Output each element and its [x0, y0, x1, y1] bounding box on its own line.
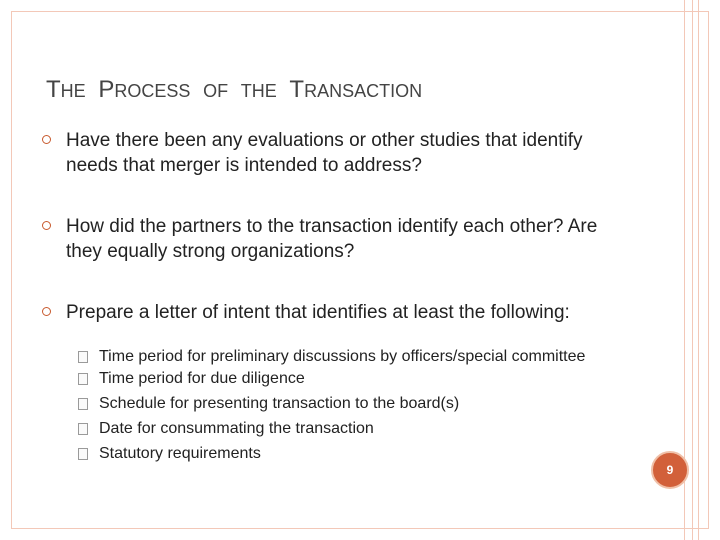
title-word: PROCESS [98, 76, 191, 103]
title-word: THE [46, 76, 86, 103]
sub-bullet-text: Statutory requirements [99, 445, 261, 462]
sub-bullet-item [78, 419, 598, 438]
square-bullet-icon [78, 423, 88, 435]
title-word: OF [203, 81, 229, 101]
bullet-text: Prepare a letter of intent that identifies at least the following: [66, 302, 570, 323]
bullet-text: Have there been any evaluations or other studies that identify needs that merger is intended to address? [66, 130, 583, 176]
sub-bullet-list [78, 347, 598, 469]
bullet-text: How did the partners to the transaction identify each other? Are they equally strong organizations? [66, 216, 598, 262]
decorative-rule [698, 0, 699, 540]
sub-bullet-item [78, 369, 598, 388]
bullet-item [42, 300, 602, 325]
sub-bullet-item [78, 444, 598, 463]
sub-bullet-text: Time period for preliminary discussions by officers/special committee [99, 348, 586, 365]
circle-bullet-icon [42, 307, 51, 316]
page-number-badge [651, 451, 689, 489]
bullet-item [42, 214, 602, 264]
sub-bullet-item [78, 347, 598, 366]
circle-bullet-icon [42, 135, 51, 144]
circle-bullet-icon [42, 221, 51, 230]
bullet-item [42, 128, 602, 178]
square-bullet-icon [78, 351, 88, 363]
bullet-list [42, 128, 602, 331]
title-word: TRANSACTION [289, 76, 423, 103]
square-bullet-icon [78, 398, 88, 410]
sub-bullet-text: Time period for due diligence [99, 370, 305, 387]
page-number: 9 [666, 463, 674, 477]
sub-bullet-item [78, 394, 598, 413]
sub-bullet-text: Schedule for presenting transaction to the board(s) [99, 395, 460, 412]
square-bullet-icon [78, 373, 88, 385]
slide-title [46, 76, 422, 104]
square-bullet-icon [78, 448, 88, 460]
decorative-rule [692, 0, 693, 540]
sub-bullet-text: Date for consummating the transaction [99, 420, 374, 437]
title-word: THE [240, 81, 277, 101]
